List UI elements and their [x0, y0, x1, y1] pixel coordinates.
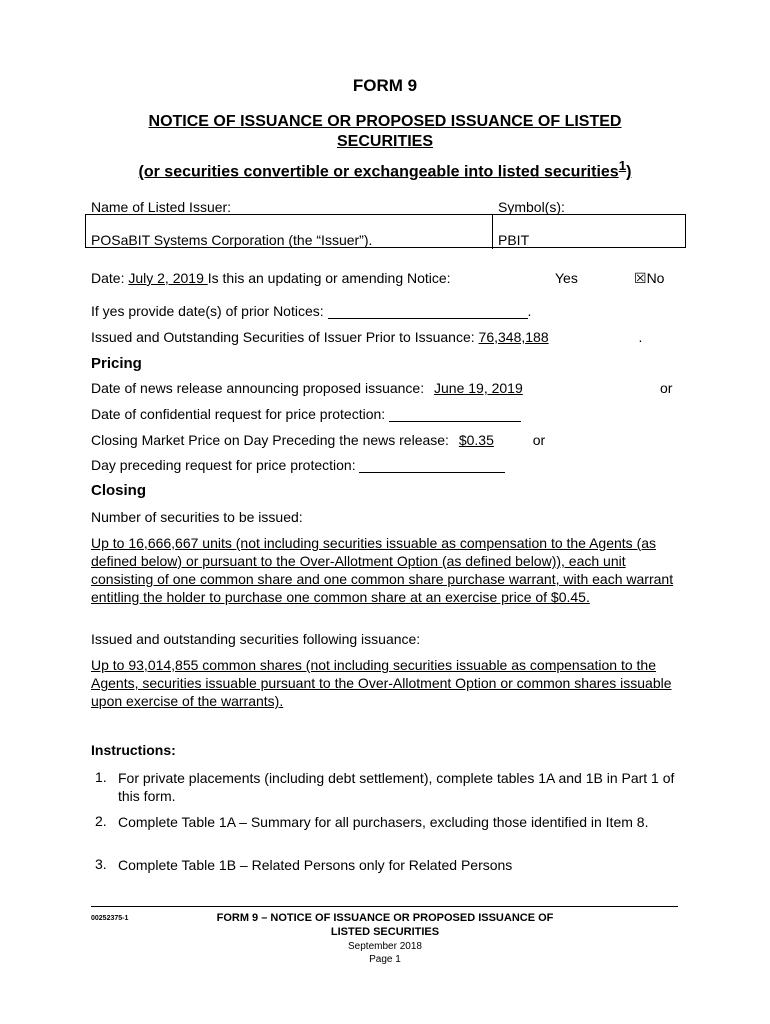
symbol-value: PBIT [498, 232, 530, 248]
instruction-number: 2. [95, 813, 107, 829]
form-title: FORM 9 [352, 76, 418, 95]
date-label: Date: [91, 270, 125, 286]
closing-price-value: $0.35 [458, 432, 494, 448]
no-option[interactable] [634, 270, 664, 287]
following-label: Issued and outstanding securities following issuance: [91, 631, 421, 647]
news-release-value: June 19, 2019 [434, 380, 523, 396]
instruction-number: 1. [95, 769, 107, 785]
yes-option[interactable]: Yes [555, 270, 578, 286]
date-value: July 2, 2019 [128, 270, 208, 286]
day-preceding-label: Day preceding request for price protection: [91, 457, 356, 473]
closing-heading: Closing [91, 482, 146, 499]
outstanding-prior-value: 76,348,188 [478, 329, 549, 345]
footer-date: September 2018 [348, 941, 422, 952]
confidential-label: Date of confidential request for price protection: [91, 406, 386, 422]
footnote-marker: 1 [618, 158, 627, 173]
notice-title-line1: NOTICE OF ISSUANCE OR PROPOSED ISSUANCE OF LISTED [148, 113, 622, 130]
page-number: Page 1 [369, 954, 401, 965]
prior-notices-blank [328, 304, 528, 319]
date-row [91, 270, 451, 286]
footer-title-line1: FORM 9 – NOTICE OF ISSUANCE OR PROPOSED ISSUANCE OF [216, 912, 554, 924]
day-preceding-blank [359, 458, 505, 473]
subtitle-close: ) [626, 163, 632, 181]
issuer-name-value: POSaBIT Systems Corporation (the “Issuer”). [91, 232, 373, 248]
news-release-row [91, 380, 624, 396]
footer-divider [91, 906, 678, 907]
footer-title-line2: LISTED SECURITIES [330, 926, 440, 938]
instruction-item: Complete Table 1A – Summary for all purchasers, excluding those identified in Item 8. [118, 814, 649, 830]
issuer-name-label: Name of Listed Issuer: [91, 199, 232, 215]
issuer-table [85, 214, 686, 248]
confidential-row [91, 406, 521, 422]
instruction-item: For private placements (including debt settlement), complete tables 1A and 1B in Part 1 of this form. [118, 770, 675, 804]
amending-question: Is this an updating or amending Notice: [207, 270, 451, 286]
outstanding-prior-row [91, 329, 642, 345]
following-value: Up to 93,014,855 common shares (not including securities issuable as compensation to the Agents, securities issuable pursuant to the Over-Allotment Option or common shares issuable upon exercise of the warrants). [91, 657, 672, 709]
instruction-number: 3. [95, 856, 107, 872]
num-securities-label: Number of securities to be issued: [91, 509, 303, 525]
outstanding-prior-label: Issued and Outstanding Securities of Issuer Prior to Issuance: [91, 329, 475, 345]
confidential-blank [389, 407, 521, 422]
or-text-2: or [532, 432, 546, 448]
prior-notices-end: . [527, 303, 532, 319]
subtitle-text: (or securities convertible or exchangeable into listed securities [138, 163, 619, 181]
document-code: 00252375-1 [91, 915, 129, 922]
num-securities-value: Up to 16,666,667 units (not including securities issuable as compensation to the Agents (as defined below) or pursuant to the Over-Allotment Option (as defined below)), each unit consisting of one common share and one common share purchase warrant, with each warrant entitling the holder to purchase one common share at an exercise price of $0.45. [91, 535, 674, 605]
prior-notices-label: If yes provide date(s) of prior Notices: [91, 303, 324, 319]
issuer-table-divider [492, 215, 493, 249]
pricing-heading: Pricing [91, 355, 142, 372]
or-text-1: or [660, 380, 673, 396]
closing-price-row [91, 432, 545, 448]
notice-subtitle [0, 158, 770, 181]
no-label: No [646, 270, 665, 286]
outstanding-prior-end: . [638, 329, 643, 345]
checked-box-icon: ☒ [634, 270, 647, 286]
instructions-heading: Instructions: [91, 742, 176, 758]
prior-notices-row [91, 303, 531, 319]
news-release-label: Date of news release announcing proposed issuance: [91, 380, 425, 396]
day-preceding-row [91, 457, 505, 473]
closing-price-label: Closing Market Price on Day Preceding the news release: [91, 432, 449, 448]
instruction-item: Complete Table 1B – Related Persons only for Related Persons [118, 857, 513, 873]
notice-title-line2: SECURITIES [336, 133, 433, 150]
symbol-label: Symbol(s): [498, 199, 565, 215]
